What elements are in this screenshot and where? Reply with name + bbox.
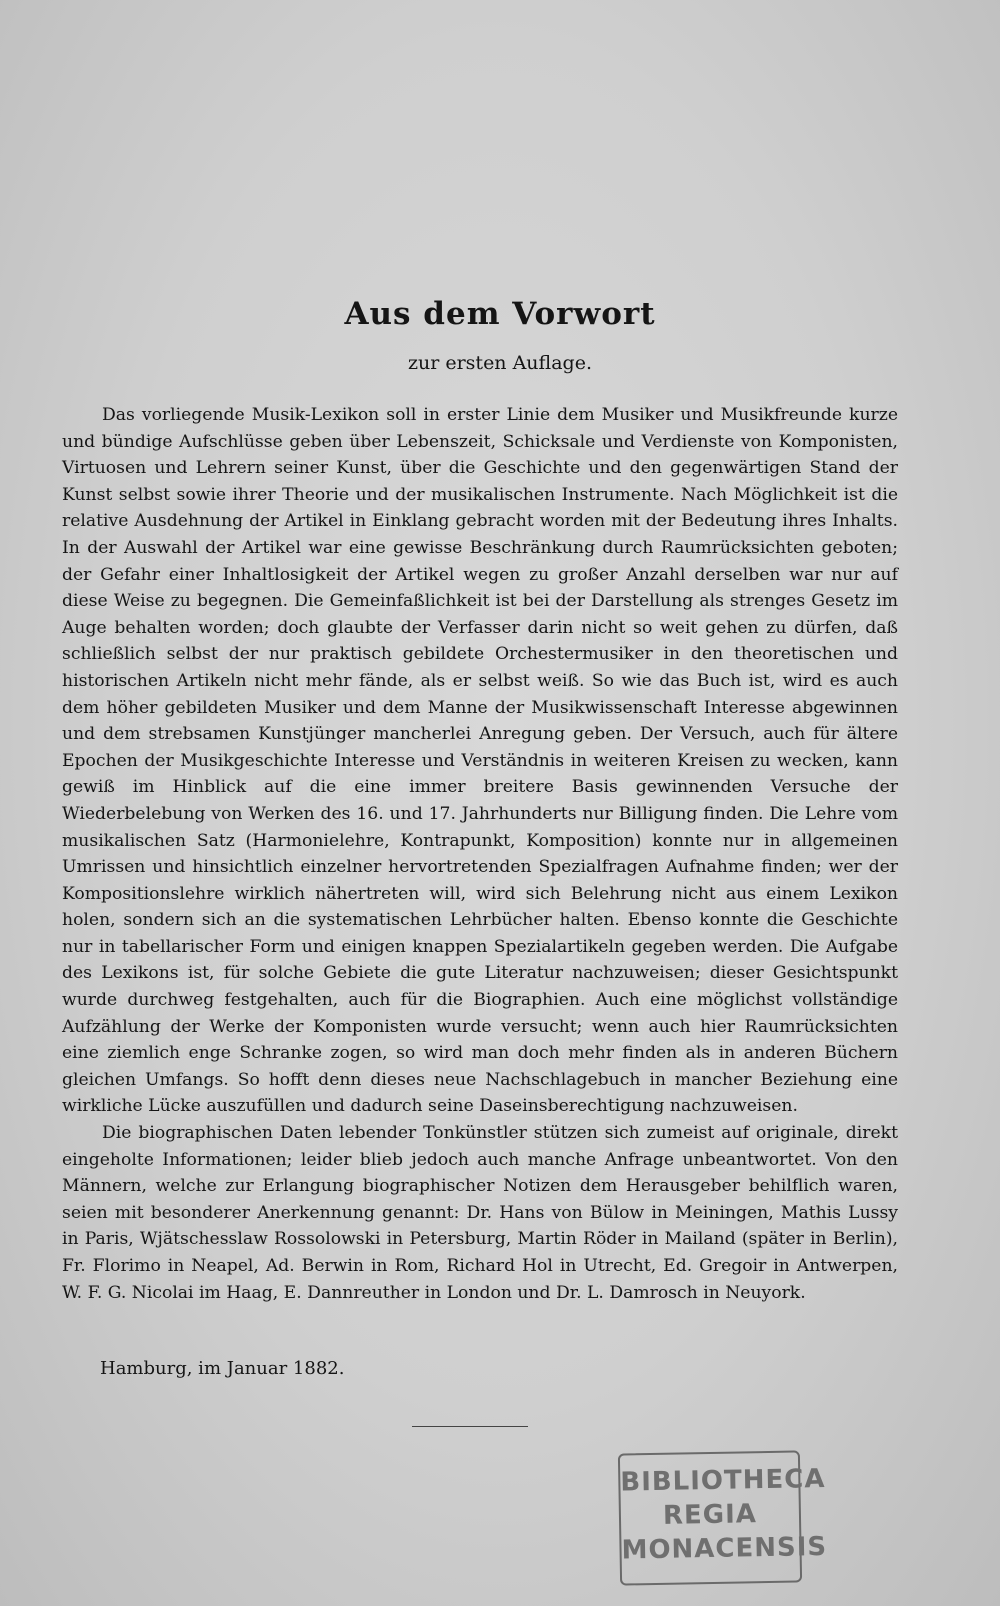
- page-title: Aus dem Vorwort: [344, 296, 656, 332]
- stamp-line-2: REGIA: [662, 1499, 758, 1531]
- page-subtitle: zur ersten Auflage.: [407, 352, 592, 374]
- signature-line: Hamburg, im Januar 1882.: [100, 1358, 345, 1379]
- body-text: [62, 402, 898, 1306]
- library-stamp: [618, 1450, 828, 1585]
- paragraph-1: Das vorliegende Musik-Lexikon soll in erster Linie dem Musiker und Musikfreunde kurze und bündige Aufschlüsse geben über Lebenszeit, Schicksale und Verdienste von Komponisten, Virtuosen und Lehrern seiner Kunst, über die Geschichte und den gegenwärtigen Stand der Kunst selbst sowie ihrer Theorie und der musikalischen Instrumente. Nach Möglichkeit ist die relative Ausdehnung der Artikel in Einklang gebracht worden mit der Bedeutung ihres Inhalts. In der Auswahl der Artikel war eine gewisse Beschränkung durch Raumrücksichten geboten; der Gefahr einer Inhaltlosigkeit der Artikel wegen zu großer Anzahl derselben war nur auf diese Weise zu begegnen. Die Gemeinfaßlichkeit ist bei der Darstellung als strenges Gesetz im Auge behalten worden; doch glaubte der Verfasser darin nicht so weit gehen zu dürfen, daß schließlich selbst der nur praktisch gebildete Orchestermusiker in den theoretischen und historischen Artikeln nicht mehr fände, als er selbst weiß. So wie das Buch ist, wird es auch dem höher gebildeten Musiker und dem Manne der Musikwissenschaft Interesse abgewinnen und dem strebsamen Kunstjünger mancherlei Anregung geben. Der Versuch, auch für ältere Epochen der Musikgeschichte Interesse und Verständnis in weiteren Kreisen zu wecken, kann gewiß im Hinblick auf die eine immer breitere Basis gewinnenden Versuche der Wiederbelebung von Werken des 16. und 17. Jahrhunderts nur Billigung finden. Die Lehre vom musikalischen Satz (Harmonielehre, Kontrapunkt, Komposition) konnte nur in allgemeinen Umrissen und hinsichtlich einzelner hervortretenden Spezialfragen Aufnahme finden; wer der Kompositionslehre wirklich nähertreten will, wird sich Belehrung nicht aus einem Lexikon holen, sondern sich an die systematischen Lehrbücher halten. Ebenso konnte die Geschichte nur in tabellarischer Form und einigen knappen Spezialartikeln gegeben werden. Die Aufgabe des Lexikons ist, für solche Gebiete die gute Literatur nachzuweisen; dieser Gesichtspunkt wurde durchweg festgehalten, auch für die Biographien. Auch eine möglichst vollständige Aufzählung der Werke der Komponisten wurde versucht; wenn auch hier Raumrücksichten eine ziemlich enge Schranke zogen, so wird man doch mehr finden als in anderen Büchern gleichen Umfangs. So hofft denn dieses neue Nachschlagebuch in mancher Beziehung eine wirkliche Lücke auszufüllen und dadurch seine Daseinsberechtigung nachzuweisen.: [62, 405, 898, 1117]
- paragraph-2: Die biographischen Daten lebender Tonkünstler stützen sich zumeist auf originale, direkt eingeholte Informationen; leider blieb jedoch auch manche Anfrage unbeantwortet. Von den Männern, welche zur Erlangung biographischer Notizen dem Herausgeber behilflich waren, seien mit besonderer Anerkennung genannt: Dr. Hans von Bülow in Meiningen, Mathis Lussy in Paris, Wjätschesslaw Rossolowski in Petersburg, Martin Röder in Mailand (später in Berlin), Fr. Florimo in Neapel, Ad. Berwin in Rom, Richard Hol in Utrecht, Ed. Gregoir in Antwerpen, W. F. G. Nicolai im Haag, E. Dannreuther in London und Dr. L. Damrosch in Neuyork.: [62, 1123, 898, 1303]
- stamp-line-3: MONACENSIS: [621, 1531, 828, 1566]
- divider-rule: [412, 1426, 528, 1427]
- stamp-line-1: BIBLIOTHECA: [620, 1463, 826, 1498]
